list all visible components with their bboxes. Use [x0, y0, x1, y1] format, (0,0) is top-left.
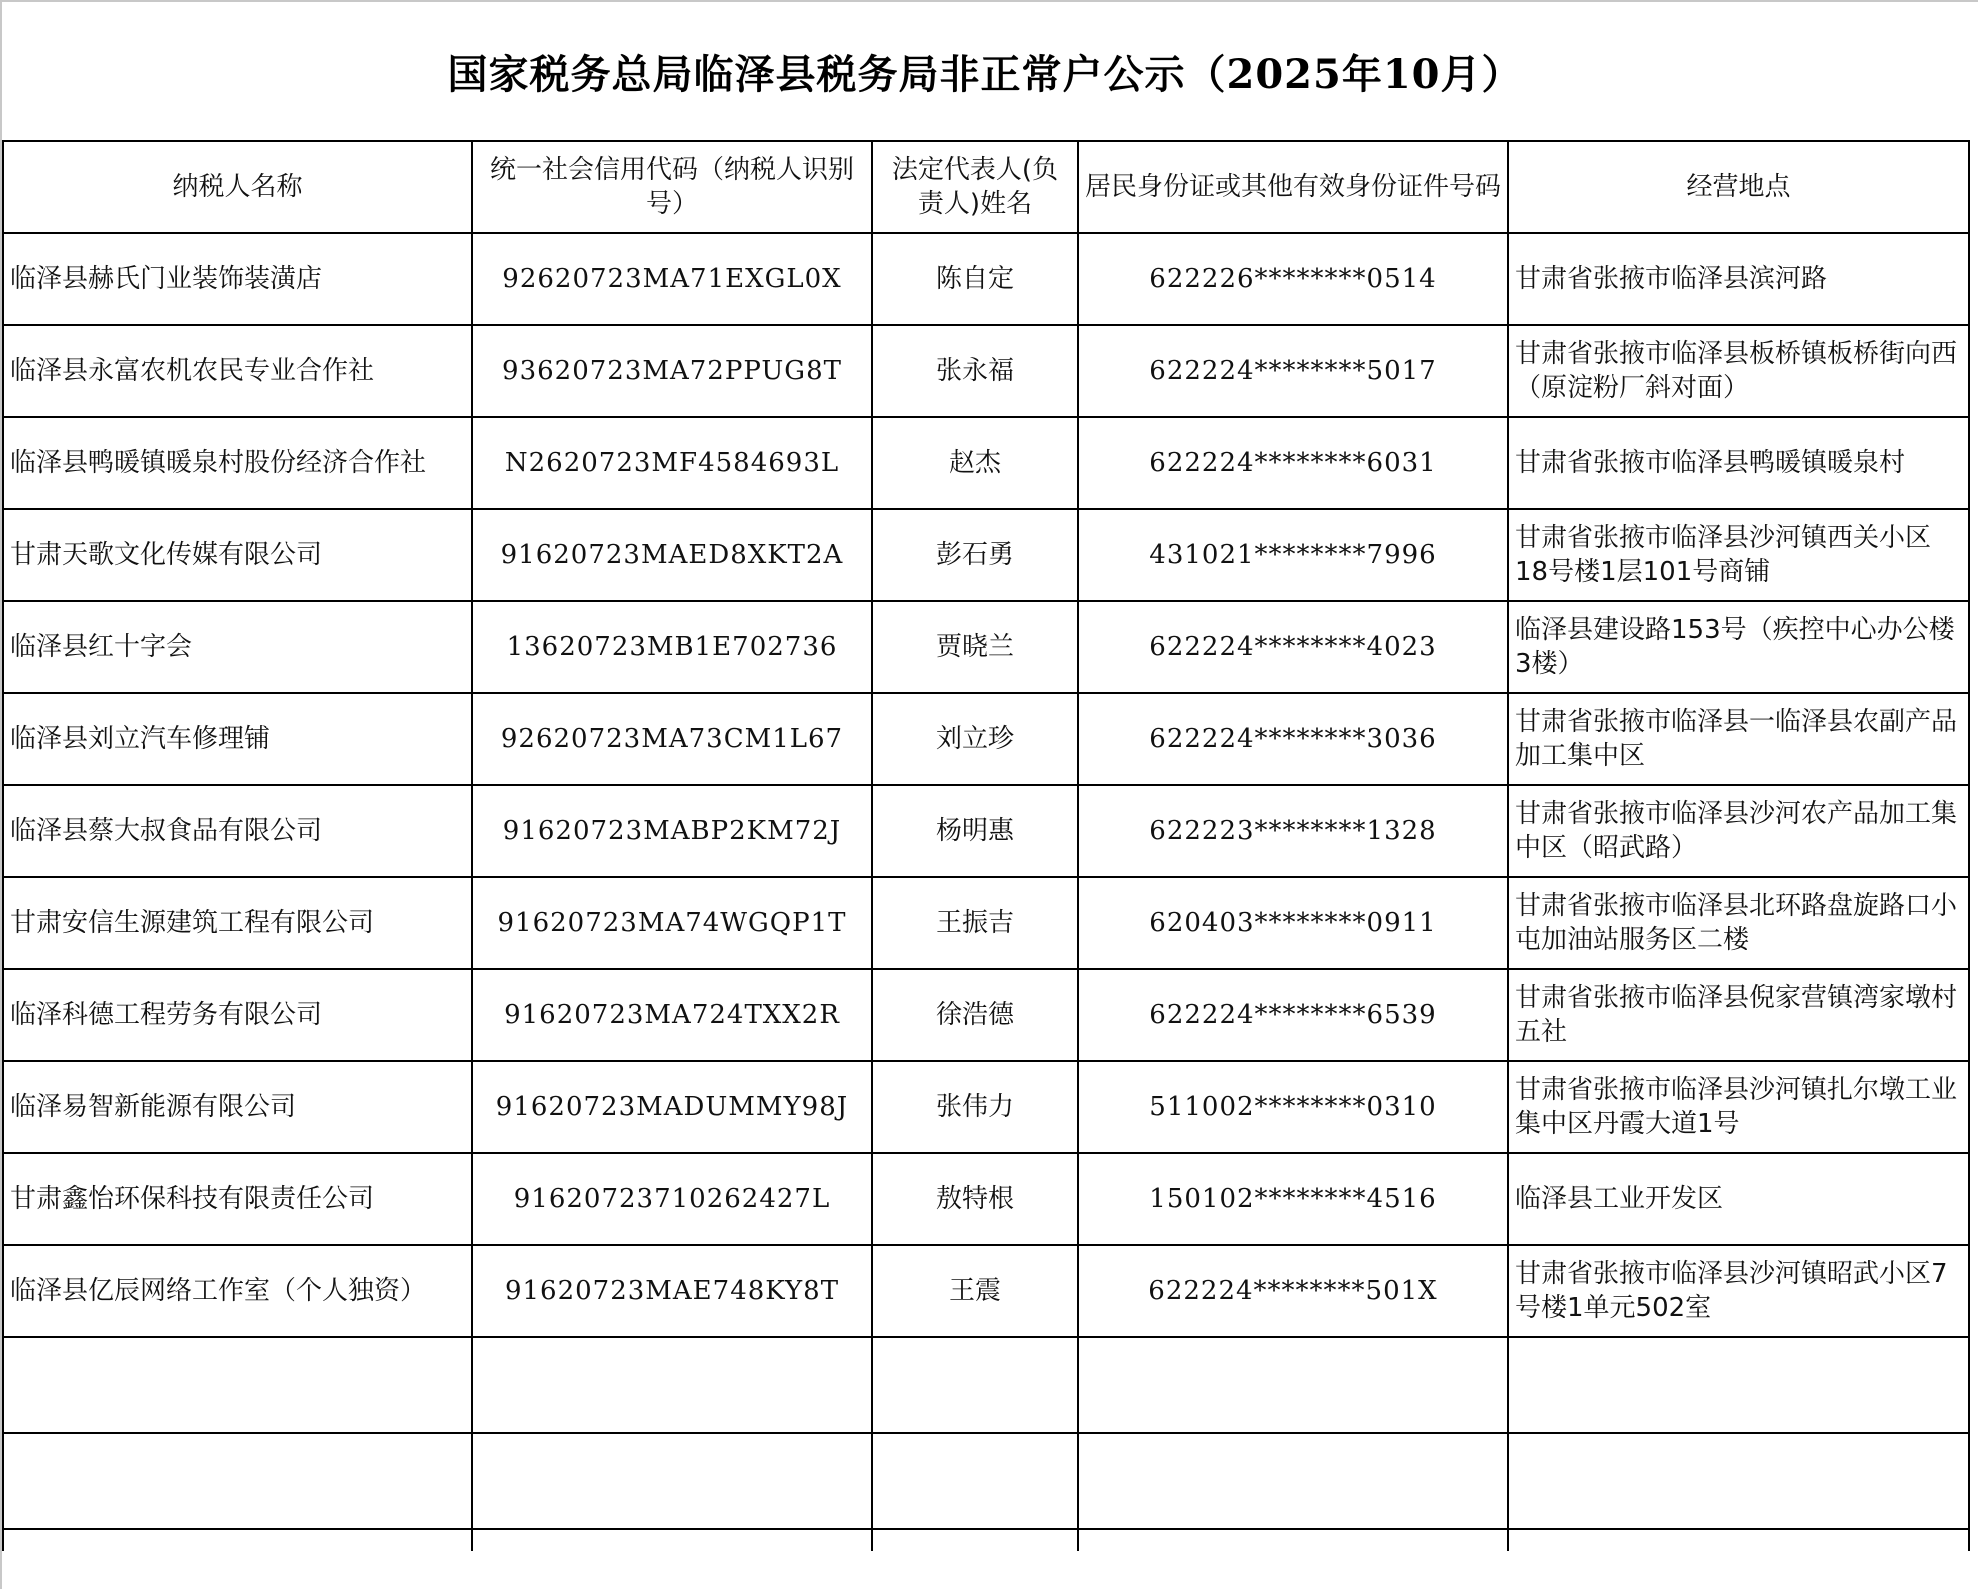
cell-address: 临泽县工业开发区	[1508, 1153, 1969, 1245]
table-row	[3, 417, 1969, 509]
cell-credit-code: 91620723MAE748KY8T	[472, 1245, 872, 1337]
cell-taxpayer-name: 甘肃鑫怡环保科技有限责任公司	[3, 1153, 472, 1245]
cell-taxpayer-name: 临泽县永富农机农民专业合作社	[3, 325, 472, 417]
empty-cell	[872, 1433, 1078, 1529]
empty-cell	[3, 1433, 472, 1529]
cell-credit-code: 91620723MAED8XKT2A	[472, 509, 872, 601]
cell-address: 甘肃省张掖市临泽县沙河镇扎尔墩工业集中区丹霞大道1号	[1508, 1061, 1969, 1153]
table-row	[3, 325, 1969, 417]
header-credit-code: 统一社会信用代码（纳税人识别号）	[472, 141, 872, 233]
empty-table-row	[3, 1337, 1969, 1433]
cell-taxpayer-name: 甘肃天歌文化传媒有限公司	[3, 509, 472, 601]
cell-address: 甘肃省张掖市临泽县沙河镇西关小区18号楼1层101号商铺	[1508, 509, 1969, 601]
header-taxpayer-name: 纳税人名称	[3, 141, 472, 233]
cell-legal-rep: 张伟力	[872, 1061, 1078, 1153]
cell-legal-rep: 赵杰	[872, 417, 1078, 509]
cell-legal-rep: 杨明惠	[872, 785, 1078, 877]
cell-credit-code: 13620723MB1E702736	[472, 601, 872, 693]
empty-cell	[1078, 1337, 1508, 1433]
empty-cell	[472, 1337, 872, 1433]
cell-id-number: 620403********0911	[1078, 877, 1508, 969]
cell-credit-code: 92620723MA73CM1L67	[472, 693, 872, 785]
cell-id-number: 622224********5017	[1078, 325, 1508, 417]
cell-id-number: 622226********0514	[1078, 233, 1508, 325]
empty-cell	[3, 1529, 472, 1551]
empty-table-row	[3, 1433, 1969, 1529]
cell-id-number: 622223********1328	[1078, 785, 1508, 877]
cell-credit-code: 92620723MA71EXGL0X	[472, 233, 872, 325]
cell-id-number: 622224********501X	[1078, 1245, 1508, 1337]
cell-taxpayer-name: 临泽县亿辰网络工作室（个人独资）	[3, 1245, 472, 1337]
cell-legal-rep: 王振吉	[872, 877, 1078, 969]
cell-legal-rep: 徐浩德	[872, 969, 1078, 1061]
cell-legal-rep: 陈自定	[872, 233, 1078, 325]
cell-id-number: 150102********4516	[1078, 1153, 1508, 1245]
cell-legal-rep: 彭石勇	[872, 509, 1078, 601]
cell-legal-rep: 张永福	[872, 325, 1078, 417]
cell-taxpayer-name: 临泽县赫氏门业装饰装潢店	[3, 233, 472, 325]
cell-address: 甘肃省张掖市临泽县鸭暖镇暖泉村	[1508, 417, 1969, 509]
empty-cell	[1508, 1529, 1969, 1551]
cell-taxpayer-name: 临泽县蔡大叔食品有限公司	[3, 785, 472, 877]
empty-cell	[872, 1529, 1078, 1551]
cell-address: 甘肃省张掖市临泽县北环路盘旋路口小屯加油站服务区二楼	[1508, 877, 1969, 969]
cell-id-number: 622224********6539	[1078, 969, 1508, 1061]
cell-id-number: 431021********7996	[1078, 509, 1508, 601]
cell-legal-rep: 王震	[872, 1245, 1078, 1337]
cell-id-number: 511002********0310	[1078, 1061, 1508, 1153]
table-row	[3, 785, 1969, 877]
table-header-row	[3, 141, 1969, 233]
cell-credit-code: 91620723MA724TXX2R	[472, 969, 872, 1061]
table-row	[3, 1061, 1969, 1153]
table-row	[3, 233, 1969, 325]
cell-credit-code: 93620723MA72PPUG8T	[472, 325, 872, 417]
header-address: 经营地点	[1508, 141, 1969, 233]
cell-address: 甘肃省张掖市临泽县滨河路	[1508, 233, 1969, 325]
table-row	[3, 877, 1969, 969]
table-row	[3, 1153, 1969, 1245]
cell-taxpayer-name: 临泽易智新能源有限公司	[3, 1061, 472, 1153]
cell-taxpayer-name: 甘肃安信生源建筑工程有限公司	[3, 877, 472, 969]
cell-id-number: 622224********4023	[1078, 601, 1508, 693]
cell-taxpayer-name: 临泽科德工程劳务有限公司	[3, 969, 472, 1061]
cell-credit-code: 91620723MADUMMY98J	[472, 1061, 872, 1153]
cell-credit-code: 91620723MA74WGQP1T	[472, 877, 872, 969]
cell-taxpayer-name: 临泽县刘立汽车修理铺	[3, 693, 472, 785]
cell-address: 甘肃省张掖市临泽县一临泽县农副产品加工集中区	[1508, 693, 1969, 785]
empty-cell	[1078, 1529, 1508, 1551]
cell-legal-rep: 贾晓兰	[872, 601, 1078, 693]
cell-address: 甘肃省张掖市临泽县沙河农产品加工集中区（昭武路）	[1508, 785, 1969, 877]
table-row	[3, 1245, 1969, 1337]
table-row	[3, 969, 1969, 1061]
table-row	[3, 693, 1969, 785]
cell-address: 临泽县建设路153号（疾控中心办公楼3楼）	[1508, 601, 1969, 693]
empty-cell	[3, 1337, 472, 1433]
header-id-number: 居民身份证或其他有效身份证件号码	[1078, 141, 1508, 233]
cell-address: 甘肃省张掖市临泽县沙河镇昭武小区7号楼1单元502室	[1508, 1245, 1969, 1337]
table-row	[3, 509, 1969, 601]
empty-cell	[472, 1433, 872, 1529]
cell-taxpayer-name: 临泽县红十字会	[3, 601, 472, 693]
empty-cell	[472, 1529, 872, 1551]
cell-credit-code: 91620723710262427L	[472, 1153, 872, 1245]
cell-address: 甘肃省张掖市临泽县倪家营镇湾家墩村五社	[1508, 969, 1969, 1061]
cell-legal-rep: 敖特根	[872, 1153, 1078, 1245]
cell-address: 甘肃省张掖市临泽县板桥镇板桥街向西（原淀粉厂斜对面）	[1508, 325, 1969, 417]
header-legal-rep: 法定代表人(负责人)姓名	[872, 141, 1078, 233]
empty-cell	[872, 1337, 1078, 1433]
taxpayer-table	[2, 140, 1970, 1551]
cell-legal-rep: 刘立珍	[872, 693, 1078, 785]
cell-credit-code: N2620723MF4584693L	[472, 417, 872, 509]
empty-table-row	[3, 1529, 1969, 1551]
cell-id-number: 622224********6031	[1078, 417, 1508, 509]
page-title: 国家税务总局临泽县税务局非正常户公示（2025年10月）	[447, 50, 1523, 98]
empty-cell	[1508, 1337, 1969, 1433]
cell-taxpayer-name: 临泽县鸭暖镇暖泉村股份经济合作社	[3, 417, 472, 509]
cell-credit-code: 91620723MABP2KM72J	[472, 785, 872, 877]
table-row	[3, 601, 1969, 693]
empty-cell	[1078, 1433, 1508, 1529]
empty-cell	[1508, 1433, 1969, 1529]
cell-id-number: 622224********3036	[1078, 693, 1508, 785]
